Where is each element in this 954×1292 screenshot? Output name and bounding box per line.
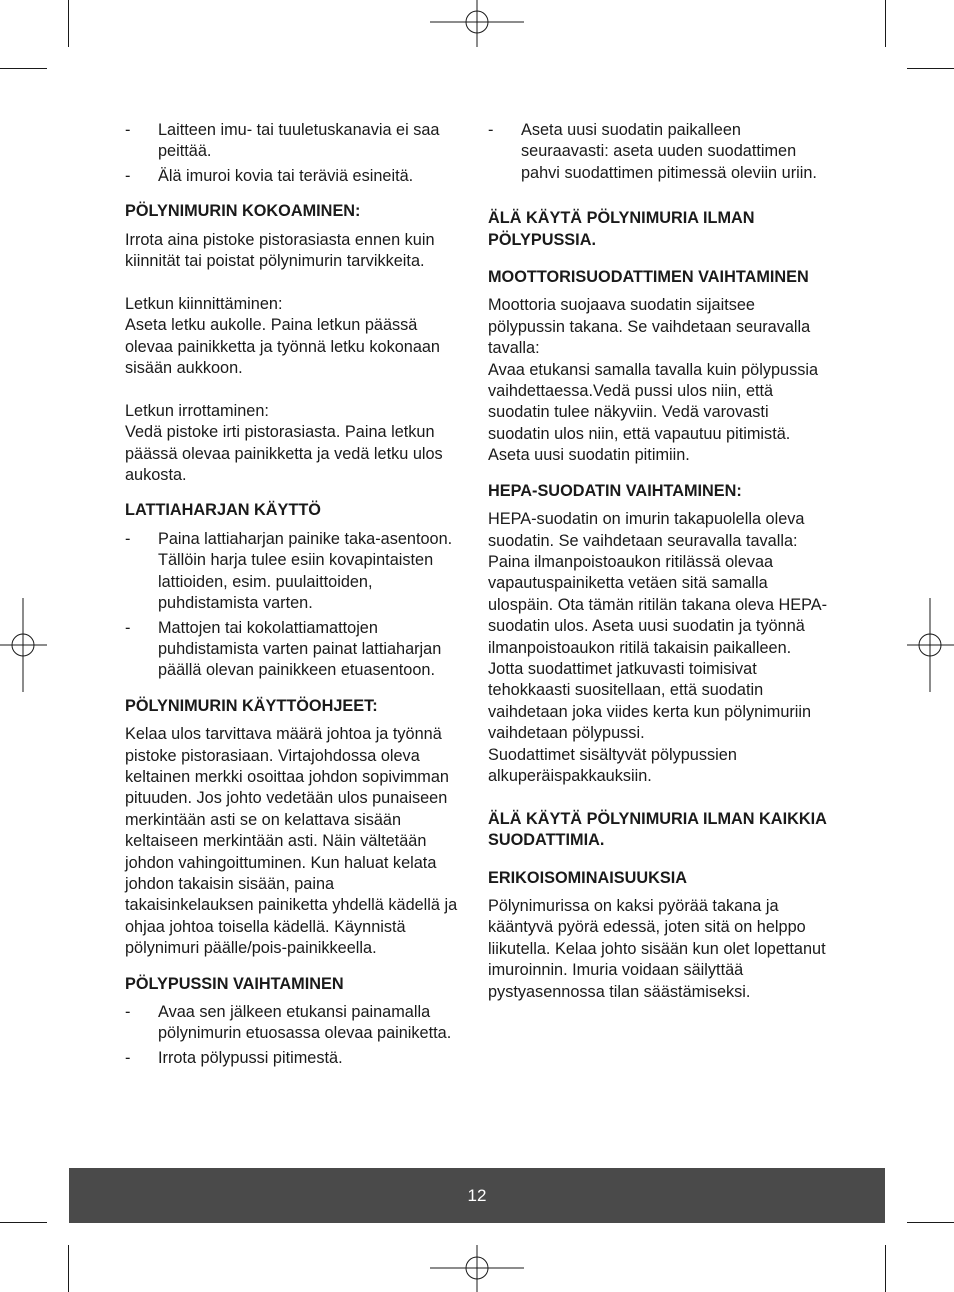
paragraph: Jotta suodattimet jatkuvasti toimisivat tehokkaasti suositellaan, että suodatin vaihdetaan joka viides kerta kun pölynimuriin vaihdetaan pölypussi. xyxy=(488,659,812,743)
warning-all-filters: ÄLÄ KÄYTÄ PÖLYNIMURIA ILMAN KAIKKIA SUODATTIMIA. xyxy=(488,809,827,850)
list-item: - Irrota pölypussi pitimestä. xyxy=(125,1048,343,1067)
left-column xyxy=(125,120,465,1072)
paragraph: HEPA-suodatin on imurin takapuolella oleva suodatin. Se vaihdetaan seuravalla tavalla: xyxy=(488,510,805,550)
hepa-section xyxy=(488,481,833,788)
assembly-section xyxy=(125,201,465,486)
list-item: - Aseta uusi suodatin paikalleen seuraavasti: aseta uuden suodattimen pahvi suodattimen pitimessä oleviin uriin. xyxy=(488,121,817,182)
paragraph: Moottoria suojaava suodatin sijaitsee pölypussin takana. Se vaihdetaan seuravalla tavalla: xyxy=(488,296,811,358)
list-item: - Älä imuroi kovia tai teräviä esineitä. xyxy=(125,166,414,185)
floor-brush-list xyxy=(125,529,465,682)
section-heading: MOOTTORISUODATTIMEN VAIHTAMINEN xyxy=(488,268,809,287)
section-heading: PÖLYNIMURIN KOKOAMINEN: xyxy=(125,202,361,221)
subheading: Letkun kiinnittäminen: xyxy=(125,294,283,313)
bag-change-section xyxy=(125,974,465,1070)
paragraph: Suodattimet sisältyvät pölypussien alkuperäispakkauksiin. xyxy=(488,745,737,785)
paragraph: Aseta letku aukolle. Paina letkun päässä olevaa painikketta ja työnnä letku kokonaan sisään aukkoon. xyxy=(125,316,440,378)
right-column xyxy=(488,120,833,1003)
section-heading: LATTIAHARJAN KÄYTTÖ xyxy=(125,501,321,520)
page-number: 12 xyxy=(467,1186,487,1205)
motor-filter-section xyxy=(488,267,833,467)
list-item: - Avaa sen jälkeen etukansi painamalla pölynimurin etuosassa olevaa painiketta. xyxy=(125,1003,452,1043)
floor-brush-section xyxy=(125,500,465,681)
paragraph: Kelaa ulos tarvittava määrä johtoa ja työnnä pistoke pistorasiaan. Virtajohdossa oleva keltainen merkki osoittaa johdon sopivimman pituuden. Jos johto vedetään ulos punaiseen merkintään asti se on kelattava sisään keltaiseen merkintään asti. Näin vältetään johdon vahingoittuminen. Kun haluat kelata johdon takaisin sisään, paina takaisinkelauksen painiketta yhdellä kädellä ja ohjaa johtoa toisella kädellä. Käynnistä pölynimuri päälle/pois-painikkeella. xyxy=(125,725,458,958)
subheading: Letkun irrottaminen: xyxy=(125,401,269,420)
section-heading: HEPA-SUODATIN VAIHTAMINEN: xyxy=(488,481,742,500)
section-heading: PÖLYPUSSIN VAIHTAMINEN xyxy=(125,974,344,993)
registration-mark-top xyxy=(430,0,524,47)
section-heading: ERIKOISOMINAISUUKSIA xyxy=(488,868,688,887)
registration-mark-bottom xyxy=(430,1245,524,1292)
list-item: - Laitteen imu- tai tuuletuskanavia ei saa peittää. xyxy=(125,121,440,161)
paragraph: Pölynimurissa on kaksi pyörää takana ja kääntyvä pyörä edessä, joten sitä on helppo liikutella. Kelaa johto sisään kun olet lopettanut imuroinnin. Imuria voidaan säilyttää pystyasennossa tilan säästämiseksi. xyxy=(488,896,826,1001)
intro-list xyxy=(125,120,465,187)
paragraph: Vedä pistoke irti pistorasiasta. Paina letkun päässä olevaa painikketta ja vedä letku ulos aukosta. xyxy=(125,423,443,485)
list-item: - Paina lattiaharjan painike taka-asentoon. Tällöin harja tulee esiin kovapintaisten lattioiden, esim. puulaittoiden, puhdistamista varten. xyxy=(125,529,453,613)
section-heading: PÖLYNIMURIN KÄYTTÖOHJEET: xyxy=(125,696,378,715)
features-section xyxy=(488,868,833,1003)
paragraph: Avaa etukansi samalla tavalla kuin pölypussia vaihdettaessa.Vedä pussi ulos niin, että suodatin tulee näkyviin. Vedä varovasti suodatin ulos niin, että vapautuu pitimistä. Aseta uusi suodatin pitimiin. xyxy=(488,360,819,465)
bag-change-list xyxy=(125,1002,465,1069)
paragraph: Paina ilmanpoistoaukon ritilässä olevaa vapautuspainiketta vetäen sitä samalla ulospäin. Ota tämän ritilän takana oleva HEPA-suodatin ulos. Aseta uusi suodatin ja työnnä ilmanpoistoaukon ritilä takaisin paikalleen. xyxy=(488,552,828,657)
page-footer xyxy=(69,1168,885,1223)
registration-mark-left xyxy=(0,598,47,692)
registration-mark-right xyxy=(907,598,954,692)
list-item: - Mattojen tai kokolattiamattojen puhdistamista varten painat lattiaharjan päällä olevan painikkeen etuasentoon. xyxy=(125,618,442,680)
filter-insert-list xyxy=(488,120,833,184)
usage-section xyxy=(125,696,465,960)
paragraph: Irrota aina pistoke pistorasiasta ennen kuin kiinnität tai poistat pölynimurin tarvikkeita. xyxy=(125,230,435,271)
warning-no-bag: ÄLÄ KÄYTÄ PÖLYNIMURIA ILMAN PÖLYPUSSIA. xyxy=(488,209,755,249)
